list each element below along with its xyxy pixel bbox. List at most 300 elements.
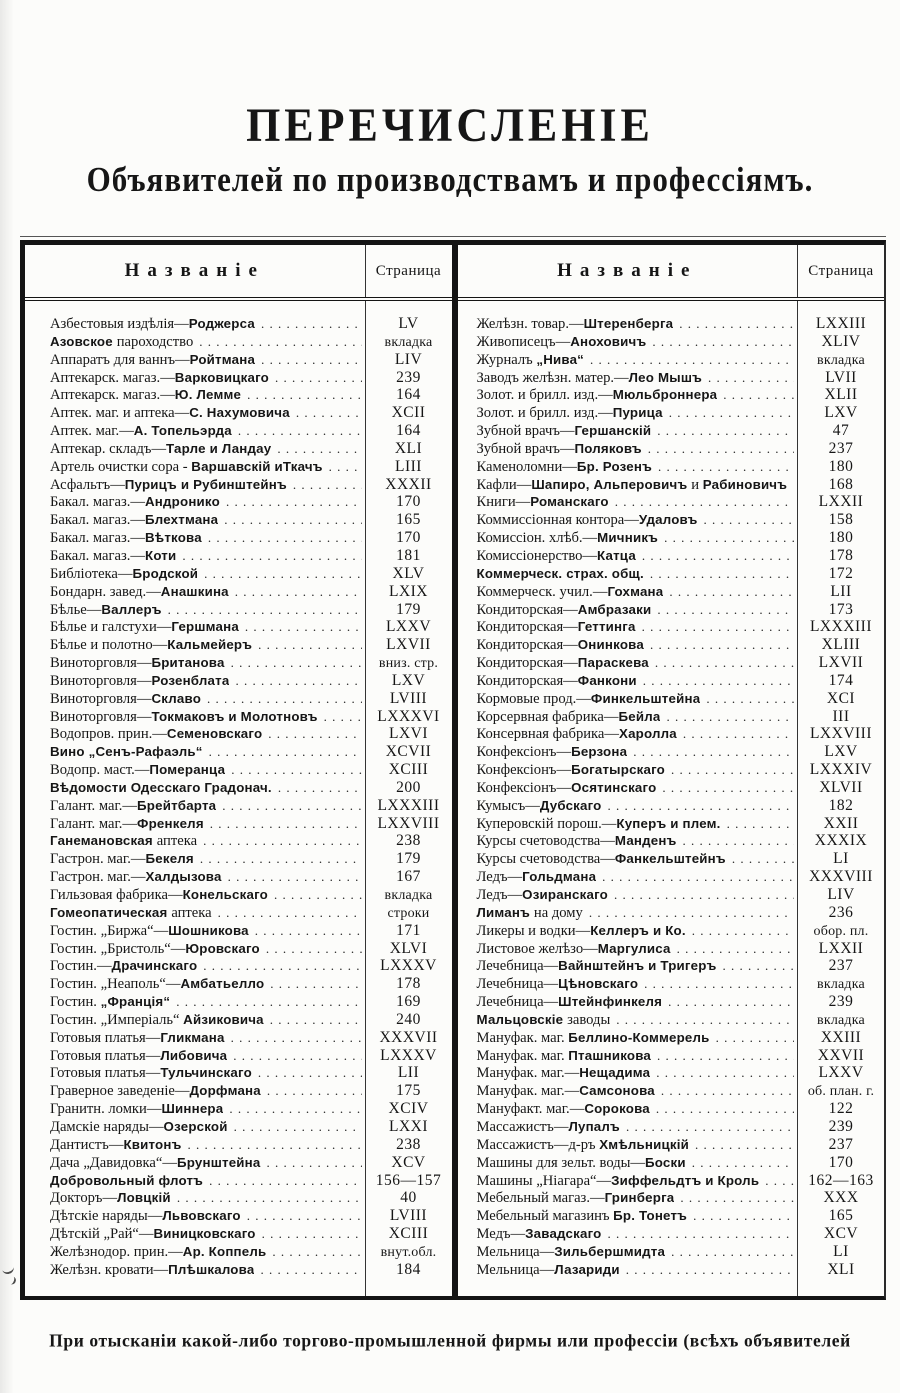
dot-leader xyxy=(626,1118,794,1136)
dot-leader xyxy=(324,708,362,726)
entry-page: XLIII xyxy=(821,636,861,654)
entry-category: Курсы счетоводства— xyxy=(476,851,615,868)
entry-name xyxy=(458,957,717,975)
entry-page: LXXVIII xyxy=(377,814,440,832)
entry-name xyxy=(25,511,218,529)
entry-category: Кафли— xyxy=(476,476,532,493)
entry-proper-name: Гомеопатическая xyxy=(50,904,172,920)
entry-proper-name: Азовское xyxy=(50,333,117,349)
footer-note: При отысканіи какой-либо торгово-промышленной фирмы или профессіи (всѣхъ объявителей xyxy=(49,1329,851,1351)
table-row xyxy=(25,1154,452,1172)
dot-leader xyxy=(267,1154,362,1172)
table-row xyxy=(458,476,885,494)
entry-page: 237 xyxy=(828,439,854,457)
entry-page: 239 xyxy=(828,993,854,1011)
dot-leader xyxy=(233,1047,361,1065)
entry-name xyxy=(25,815,204,833)
entry-proper-name: Амбатьелло xyxy=(180,976,265,992)
entry-proper-name: Вино „Сенъ-Рафаэль“ xyxy=(50,744,203,760)
entry-proper-name: Маргулиса xyxy=(597,940,671,956)
dot-leader xyxy=(268,725,361,743)
dot-leader xyxy=(266,940,362,958)
entry-name xyxy=(458,1225,602,1243)
entry-name xyxy=(458,493,609,511)
entry-name xyxy=(458,1172,760,1190)
table-row xyxy=(458,1100,885,1118)
entry-page: вкладка xyxy=(817,977,865,993)
entry-page: LXXII xyxy=(818,493,864,511)
entry-page: 239 xyxy=(396,368,421,386)
entry-page: LXV xyxy=(824,743,858,761)
dot-leader xyxy=(262,1225,362,1243)
entry-name xyxy=(25,529,202,547)
dot-leader xyxy=(231,1029,362,1047)
entry-category: Бондарн. завед.— xyxy=(50,583,161,600)
dot-leader xyxy=(200,850,362,868)
entry-proper-name: Семеновскаго xyxy=(166,726,263,742)
entry-page: 239 xyxy=(828,1117,854,1135)
entry-name xyxy=(458,511,698,529)
entry-category: Коммиссіонная контора— xyxy=(476,512,639,529)
entry-proper-name: Гольдмана xyxy=(522,869,597,885)
entry-category: Мануфак. маг. xyxy=(476,1029,569,1046)
entry-proper-name: Лупалъ xyxy=(568,1118,620,1134)
entry-category: Книги— xyxy=(476,494,531,511)
dot-leader xyxy=(203,957,361,975)
entry-category: Асфальтъ— xyxy=(50,476,125,493)
entry-page: LII xyxy=(830,582,852,600)
entry-page: LVII xyxy=(825,368,857,386)
dot-leader xyxy=(642,547,794,565)
entry-page: обор. пл. xyxy=(813,923,869,939)
entry-category: Гостин. „Имперіаль“ xyxy=(50,1011,184,1028)
entry-name xyxy=(458,1261,620,1279)
entry-category: Гостин. „Бристоль“— xyxy=(50,940,186,957)
table-row xyxy=(25,547,452,565)
table-row xyxy=(458,957,885,975)
entry-page: 168 xyxy=(828,475,854,493)
table-row xyxy=(458,618,885,636)
entry-proper-name: Келлеръ и Ко. xyxy=(590,922,686,938)
entry-name xyxy=(458,583,664,601)
entry-name xyxy=(458,922,686,940)
entry-page: LVIII xyxy=(389,689,428,707)
entry-category: Консервная фабрика— xyxy=(476,726,619,743)
entry-page: XXXVII xyxy=(379,1028,438,1046)
table-row xyxy=(25,1082,452,1100)
table-row xyxy=(458,1189,885,1207)
entry-category: Водопр. маст.— xyxy=(50,762,150,779)
dot-leader xyxy=(329,458,362,476)
entry-category: Желѣзнодор. прин.— xyxy=(50,1243,183,1260)
entry-name xyxy=(25,690,201,708)
entry-name xyxy=(25,1172,203,1190)
entry-category: Артель очистки сора - xyxy=(50,458,192,475)
entry-proper-name: Коти xyxy=(145,547,177,563)
dot-leader xyxy=(669,404,794,422)
entry-name xyxy=(458,654,649,672)
entry-category: Бакал. магаз.— xyxy=(50,547,145,564)
table-row xyxy=(25,725,452,743)
entry-proper-name: Гринберга xyxy=(604,1190,675,1206)
dot-leader xyxy=(708,369,794,387)
entry-page: XCII xyxy=(391,404,426,422)
dot-leader xyxy=(234,1118,362,1136)
entry-category: Мануфак. маг.— xyxy=(476,1065,580,1082)
table-row xyxy=(458,1064,885,1082)
entry-proper-name: Бейла xyxy=(618,708,661,724)
entry-name xyxy=(458,690,701,708)
table-row xyxy=(458,601,885,619)
entry-category: Аптекар. складъ— xyxy=(50,440,167,457)
table-row xyxy=(25,315,452,333)
entry-page: 237 xyxy=(828,957,854,975)
table-row xyxy=(25,761,452,779)
table-row xyxy=(25,1064,452,1082)
entry-category: Комиссіонерство— xyxy=(476,547,597,564)
entry-proper-name: Драчинскаго xyxy=(111,958,198,974)
entry-category: Мануфак. маг.— xyxy=(476,1083,580,1100)
entry-category: Виноторговля— xyxy=(50,655,152,672)
entry-category: Готовыя платья— xyxy=(50,1047,161,1064)
entry-name xyxy=(25,743,203,761)
entry-proper-name: Куперъ и плем. xyxy=(616,815,721,831)
entry-page: 170 xyxy=(396,529,421,547)
entry-page: 175 xyxy=(396,1082,421,1100)
entry-page: 174 xyxy=(828,671,854,689)
entry-name xyxy=(25,565,198,583)
entry-category: Библіотека— xyxy=(50,565,133,582)
table-row xyxy=(25,815,452,833)
entry-page: 181 xyxy=(396,546,421,564)
entry-page: вкладка xyxy=(817,1012,865,1028)
entry-name xyxy=(458,725,677,743)
entry-category: Дантистъ— xyxy=(50,1136,124,1153)
table-row xyxy=(25,369,452,387)
table-row xyxy=(25,1029,452,1047)
table-row xyxy=(25,351,452,369)
dot-leader xyxy=(683,725,794,743)
entry-proper-name: Катца xyxy=(597,547,636,563)
dot-leader xyxy=(680,1189,794,1207)
entry-name xyxy=(25,1154,261,1172)
table-row xyxy=(25,458,452,476)
entry-proper-name: Лиманъ xyxy=(476,904,534,920)
entry-proper-name: Боски xyxy=(645,1154,686,1170)
table-row xyxy=(25,1136,452,1154)
entry-name xyxy=(458,315,674,333)
entry-name xyxy=(25,583,229,601)
dot-leader xyxy=(270,1011,362,1029)
table-row xyxy=(25,868,452,886)
entry-name xyxy=(458,672,637,690)
entry-proper-name: Дорфмана xyxy=(189,1083,261,1099)
entry-page: LVIII xyxy=(389,1207,428,1225)
entry-name xyxy=(458,333,647,351)
entry-proper-name: Самсонова xyxy=(579,1083,655,1099)
entry-proper-name: Параскева xyxy=(577,655,649,671)
entry-name xyxy=(458,993,663,1011)
table-row xyxy=(458,511,885,529)
table-row xyxy=(458,797,885,815)
entry-proper-name: Квитонъ xyxy=(123,1136,182,1152)
entry-name xyxy=(458,940,671,958)
dot-leader xyxy=(296,404,362,422)
entry-page: LXXV xyxy=(385,618,432,636)
ink-artifact-stroke xyxy=(5,1275,17,1286)
entry-page: LXXII xyxy=(818,939,864,957)
entry-category: Гастрон. маг.— xyxy=(50,869,146,886)
dot-leader xyxy=(722,957,794,975)
entry-page: XXII xyxy=(823,814,859,832)
entry-category: Курсы счетоводства— xyxy=(476,833,615,850)
table-row xyxy=(458,1047,885,1065)
table-row xyxy=(25,779,452,797)
entry-page: 180 xyxy=(828,529,854,547)
entry-category: Дѣтскіе наряды— xyxy=(50,1208,163,1225)
dot-leader xyxy=(228,868,362,886)
entry-proper-name: Осятинскаго xyxy=(571,779,657,795)
entry-page: XXXVIII xyxy=(809,868,873,886)
table-left-rows xyxy=(25,301,452,1296)
entry-page: LIII xyxy=(395,457,422,475)
entry-category: Кондиторская— xyxy=(476,655,578,672)
entry-category: Конфексіонъ— xyxy=(476,762,572,779)
dot-leader xyxy=(275,369,362,387)
table-row xyxy=(25,511,452,529)
entry-category: Лечебница— xyxy=(476,994,559,1011)
entry-proper-name: А. Топельэрда xyxy=(133,423,232,439)
entry-page: 156—157 xyxy=(375,1171,442,1189)
entry-proper-name: Тульчинскаго xyxy=(160,1065,252,1081)
entry-category: Желѣзн. кровати— xyxy=(50,1261,169,1278)
entry-proper-name: Плѣшкалова xyxy=(168,1261,255,1277)
entry-proper-name: Брунштейна xyxy=(176,1154,261,1170)
entry-proper-name: Ловцкій xyxy=(117,1190,171,1206)
entry-page: 184 xyxy=(396,1260,421,1278)
entry-page: XLVI xyxy=(389,939,428,957)
entry-proper-name: Онинкова xyxy=(577,637,644,653)
entry-name xyxy=(25,868,222,886)
table-row xyxy=(25,404,452,422)
dot-leader xyxy=(677,940,794,958)
dot-leader xyxy=(602,868,794,886)
entry-name xyxy=(458,1082,655,1100)
table-row xyxy=(458,1136,885,1154)
entry-category: заводы xyxy=(567,1011,611,1028)
entry-page: LXV xyxy=(824,404,858,422)
entry-name xyxy=(25,761,225,779)
entry-category: и xyxy=(691,476,703,493)
entry-category: Кондиторская— xyxy=(476,637,578,654)
entry-proper-name: Гликмана xyxy=(160,1029,225,1045)
entry-page: 171 xyxy=(396,921,421,939)
entry-proper-name: Бр. Розенъ xyxy=(576,458,653,474)
entry-proper-name: Ганемановская xyxy=(50,833,157,849)
dot-leader xyxy=(652,333,794,351)
table-row xyxy=(458,583,885,601)
entry-page: 170 xyxy=(396,493,421,511)
column-header-page: Страница xyxy=(797,245,884,297)
dot-leader xyxy=(226,493,362,511)
entry-category: Ликеры и водки— xyxy=(476,922,591,939)
entry-name xyxy=(25,922,249,940)
dot-leader xyxy=(692,922,794,940)
entry-page: 40 xyxy=(400,1189,417,1207)
table-row xyxy=(25,1118,452,1136)
table-row xyxy=(25,333,452,351)
dot-leader xyxy=(590,351,794,369)
entry-page: XCV xyxy=(391,1153,426,1171)
table-right-header xyxy=(458,245,885,301)
table-row xyxy=(25,386,452,404)
entry-proper-name: Хмѣльницкій xyxy=(599,1136,690,1152)
entry-name xyxy=(458,404,663,422)
entry-category: Мануфак. маг. xyxy=(476,1047,569,1064)
entry-proper-name: Ю. Лемме xyxy=(174,387,242,403)
entry-page: XCV xyxy=(823,1225,859,1243)
dot-leader xyxy=(177,1189,362,1207)
table-row xyxy=(25,743,452,761)
entry-category: Каменоломни— xyxy=(476,458,577,475)
entry-proper-name: Пурица xyxy=(612,405,663,421)
dot-leader xyxy=(261,315,362,333)
entry-category: Лечебница— xyxy=(476,958,559,975)
entry-proper-name: Штейнфинкеля xyxy=(558,994,663,1010)
entry-page: LI xyxy=(833,850,849,868)
table-row xyxy=(25,618,452,636)
dot-leader xyxy=(277,440,361,458)
table-row xyxy=(458,369,885,387)
entry-category: Готовыя платья— xyxy=(50,1065,161,1082)
entry-page: LXXXV xyxy=(380,1046,437,1064)
entry-name xyxy=(25,422,232,440)
entry-name xyxy=(458,779,657,797)
entry-category: Мануфакт. маг.— xyxy=(476,1101,585,1118)
table-row xyxy=(458,654,885,672)
entry-category: Кумысъ— xyxy=(476,797,540,814)
entry-proper-name: Амбразаки xyxy=(577,601,652,617)
table-row xyxy=(458,922,885,940)
entry-proper-name: Ройтмана xyxy=(189,351,256,367)
table-row xyxy=(458,1207,885,1225)
entry-name xyxy=(25,601,162,619)
entry-proper-name: С. Нахумовича xyxy=(189,405,290,421)
entry-proper-name: Шапиро, Альперовичъ xyxy=(531,476,692,492)
dot-leader xyxy=(209,743,362,761)
entry-proper-name: Богатырскаго xyxy=(571,762,665,778)
entry-category: Бакал. магаз.— xyxy=(50,512,145,529)
entry-name xyxy=(458,369,703,387)
entry-name xyxy=(458,1243,666,1261)
dot-leader xyxy=(679,315,794,333)
dot-leader xyxy=(270,975,361,993)
table-row xyxy=(25,601,452,619)
entry-proper-name: Ар. Коппель xyxy=(182,1243,267,1259)
dot-leader xyxy=(274,886,362,904)
entry-proper-name: Манденъ xyxy=(614,833,677,849)
entry-proper-name: Френкеля xyxy=(137,815,204,831)
entry-category: Кормовые прод.— xyxy=(476,690,591,707)
table-row xyxy=(25,1225,452,1243)
entry-category: Бѣлье и полотно— xyxy=(50,637,168,654)
ink-artifact-stroke xyxy=(1,1263,15,1276)
entry-proper-name: Гохмана xyxy=(607,583,664,599)
entry-page: 164 xyxy=(396,386,421,404)
dot-leader xyxy=(615,493,794,511)
entry-page: LXIX xyxy=(388,582,429,600)
entry-category: Мельница— xyxy=(476,1243,555,1260)
entry-name xyxy=(458,440,642,458)
dot-leader xyxy=(260,1261,361,1279)
entry-proper-name: Нещадима xyxy=(579,1065,651,1081)
entry-name xyxy=(25,1225,256,1243)
entry-page: 172 xyxy=(828,564,854,582)
entry-name xyxy=(25,1243,266,1261)
table-row xyxy=(458,743,885,761)
entry-category: Бѣлье и галстухи— xyxy=(50,619,172,636)
entry-page: внут.обл. xyxy=(380,1244,437,1260)
dot-leader xyxy=(693,1207,794,1225)
entry-proper-name: Конельскаго xyxy=(182,887,268,902)
dot-leader xyxy=(668,993,794,1011)
entry-proper-name: Романскаго xyxy=(530,494,609,510)
dot-leader xyxy=(765,1172,794,1190)
table-row xyxy=(458,672,885,690)
entry-category: Виноторговля— xyxy=(50,690,152,707)
entry-page: 178 xyxy=(396,975,421,993)
entry-proper-name: Айзиковича xyxy=(183,1011,264,1027)
entry-proper-name: Розенблата xyxy=(151,672,230,688)
entry-name xyxy=(25,1064,252,1082)
entry-proper-name: Анашкина xyxy=(160,583,229,599)
dot-leader xyxy=(695,1136,794,1154)
dot-leader xyxy=(589,904,794,922)
table-row xyxy=(25,922,452,940)
entry-category: Виноторговля— xyxy=(50,708,152,725)
entry-category: Бѣлье— xyxy=(50,601,102,618)
entry-category: Золот. и брилл. изд.— xyxy=(476,387,613,404)
table-row xyxy=(458,351,885,369)
entry-page: LXVII xyxy=(818,654,864,672)
entry-name xyxy=(458,815,721,833)
entry-name xyxy=(458,1064,651,1082)
entry-category: Аппаратъ для ваннъ— xyxy=(50,351,190,368)
entry-name xyxy=(458,565,644,583)
table-row xyxy=(25,583,452,601)
entry-name xyxy=(25,654,225,672)
entry-page: 122 xyxy=(828,1100,854,1118)
table-row xyxy=(25,1261,452,1279)
table-row xyxy=(458,690,885,708)
entry-proper-name: Валлеръ xyxy=(101,601,162,617)
entry-name xyxy=(458,868,597,886)
table-row xyxy=(458,993,885,1011)
entry-name xyxy=(458,529,659,547)
entry-page: XLI xyxy=(394,439,423,457)
entry-category: Готовыя платья— xyxy=(50,1029,161,1046)
dot-leader xyxy=(732,850,794,868)
entry-category: Галант. маг.— xyxy=(50,797,138,814)
dot-leader xyxy=(208,529,362,547)
table-row xyxy=(25,886,452,904)
entry-proper-name: Фанкони xyxy=(577,672,637,688)
entry-name xyxy=(458,761,666,779)
page-subtitle: Объявителей по производствамъ и профессіямъ. xyxy=(86,159,814,200)
entry-proper-name: Мюльброннера xyxy=(612,387,718,403)
entry-proper-name: Аноховичъ xyxy=(570,333,647,349)
table-row xyxy=(25,529,452,547)
